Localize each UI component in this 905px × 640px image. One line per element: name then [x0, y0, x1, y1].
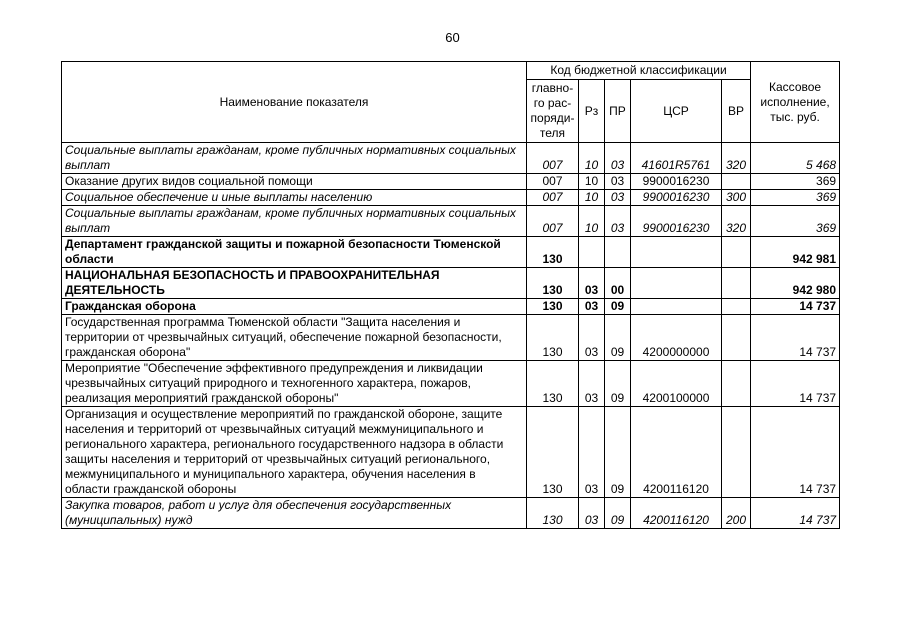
- cell-pr: 00: [605, 268, 631, 299]
- cell-csr: [631, 268, 722, 299]
- table-row: [62, 174, 840, 190]
- cell-name: Социальные выплаты гражданам, кроме публичных нормативных социальных выплат: [62, 143, 527, 174]
- budget-table: [61, 61, 840, 529]
- cell-rz: 03: [579, 299, 605, 315]
- cell-amount: 5 468: [751, 143, 840, 174]
- table-row: [62, 268, 840, 299]
- cell-name: Мероприятие "Обеспечение эффективного предупреждения и ликвидации чрезвычайных ситуаций природного и техногенного характера, пожаров, реализация мероприятий гражданской обороны": [62, 361, 527, 407]
- table-body: [62, 143, 840, 529]
- cell-csr: 4200116120: [631, 407, 722, 498]
- cell-vr: [722, 315, 751, 361]
- cell-vr: 320: [722, 206, 751, 237]
- cell-name: Департамент гражданской защиты и пожарной безопасности Тюменской области: [62, 237, 527, 268]
- cell-glav: 130: [527, 315, 579, 361]
- cell-csr: 4200000000: [631, 315, 722, 361]
- cell-csr: [631, 237, 722, 268]
- table-row: [62, 190, 840, 206]
- cell-amount: 369: [751, 174, 840, 190]
- cell-name: Социальные выплаты гражданам, кроме публичных нормативных социальных выплат: [62, 206, 527, 237]
- cell-rz: 10: [579, 190, 605, 206]
- cell-csr: 9900016230: [631, 206, 722, 237]
- cell-pr: 03: [605, 206, 631, 237]
- table-row: [62, 361, 840, 407]
- cell-amount: 369: [751, 206, 840, 237]
- cell-glav: 130: [527, 407, 579, 498]
- cell-rz: 03: [579, 407, 605, 498]
- cell-rz: 10: [579, 174, 605, 190]
- cell-csr: 41601R5761: [631, 143, 722, 174]
- cell-amount: 14 737: [751, 498, 840, 529]
- cell-csr: [631, 299, 722, 315]
- cell-glav: 007: [527, 206, 579, 237]
- cell-glav: 007: [527, 174, 579, 190]
- cell-csr: 9900016230: [631, 190, 722, 206]
- page-number: 60: [445, 30, 460, 45]
- table-row: [62, 299, 840, 315]
- cell-name: Закупка товаров, работ и услуг для обеспечения государственных (муниципальных) нужд: [62, 498, 527, 529]
- cell-vr: 300: [722, 190, 751, 206]
- cell-name: Государственная программа Тюменской области "Защита населения и территории от чрезвычайных ситуаций, обеспечение пожарной безопасности, гражданская оборона": [62, 315, 527, 361]
- cell-pr: 03: [605, 174, 631, 190]
- cell-pr: 09: [605, 498, 631, 529]
- header-amount: Кассовое исполнение, тыс. руб.: [751, 62, 840, 143]
- cell-pr: 09: [605, 315, 631, 361]
- cell-name: Оказание других видов социальной помощи: [62, 174, 527, 190]
- cell-pr: 09: [605, 407, 631, 498]
- cell-rz: [579, 237, 605, 268]
- cell-glav: 007: [527, 190, 579, 206]
- cell-amount: 14 737: [751, 361, 840, 407]
- cell-vr: 200: [722, 498, 751, 529]
- header-pr: ПР: [605, 80, 631, 143]
- cell-rz: 03: [579, 498, 605, 529]
- cell-rz: 03: [579, 268, 605, 299]
- cell-name: Социальное обеспечение и иные выплаты населению: [62, 190, 527, 206]
- cell-amount: 14 737: [751, 315, 840, 361]
- header-csr: ЦСР: [631, 80, 722, 143]
- cell-pr: 09: [605, 361, 631, 407]
- cell-name: НАЦИОНАЛЬНАЯ БЕЗОПАСНОСТЬ И ПРАВООХРАНИТЕЛЬНАЯ ДЕЯТЕЛЬНОСТЬ: [62, 268, 527, 299]
- cell-rz: 03: [579, 361, 605, 407]
- cell-vr: [722, 268, 751, 299]
- cell-amount: 942 981: [751, 237, 840, 268]
- cell-rz: 10: [579, 143, 605, 174]
- header-vr: ВР: [722, 80, 751, 143]
- cell-csr: 4200116120: [631, 498, 722, 529]
- cell-vr: [722, 407, 751, 498]
- table-row: [62, 315, 840, 361]
- cell-vr: [722, 299, 751, 315]
- cell-pr: 03: [605, 143, 631, 174]
- table-row: [62, 498, 840, 529]
- cell-csr: 4200100000: [631, 361, 722, 407]
- header-rz: Рз: [579, 80, 605, 143]
- cell-rz: 03: [579, 315, 605, 361]
- table-row: [62, 237, 840, 268]
- cell-csr: 9900016230: [631, 174, 722, 190]
- cell-glav: 130: [527, 361, 579, 407]
- cell-vr: [722, 174, 751, 190]
- cell-name: Организация и осуществление мероприятий по гражданской обороне, защите населения и территорий от чрезвычайных ситуаций межмуниципального и регионального характера, регионального государственного надзора в области защиты населения и территорий от чрезвычайных ситуаций регионального, межмуниципального и муниципального характера, обучения населения в области гражданской обороны: [62, 407, 527, 498]
- cell-amount: 14 737: [751, 299, 840, 315]
- cell-vr: [722, 361, 751, 407]
- header-name: Наименование показателя: [62, 62, 527, 143]
- cell-amount: 14 737: [751, 407, 840, 498]
- cell-glav: 130: [527, 268, 579, 299]
- cell-amount: 942 980: [751, 268, 840, 299]
- table-row: [62, 407, 840, 498]
- table-row: [62, 206, 840, 237]
- cell-vr: 320: [722, 143, 751, 174]
- header-glav: главно-го рас-поряди-теля: [527, 80, 579, 143]
- cell-pr: [605, 237, 631, 268]
- header-budget-classification: Код бюджетной классификации: [527, 62, 751, 80]
- cell-glav: 130: [527, 299, 579, 315]
- cell-glav: 130: [527, 498, 579, 529]
- cell-vr: [722, 237, 751, 268]
- cell-pr: 09: [605, 299, 631, 315]
- cell-glav: 007: [527, 143, 579, 174]
- table-row: [62, 143, 840, 174]
- cell-glav: 130: [527, 237, 579, 268]
- cell-rz: 10: [579, 206, 605, 237]
- cell-name: Гражданская оборона: [62, 299, 527, 315]
- cell-pr: 03: [605, 190, 631, 206]
- cell-amount: 369: [751, 190, 840, 206]
